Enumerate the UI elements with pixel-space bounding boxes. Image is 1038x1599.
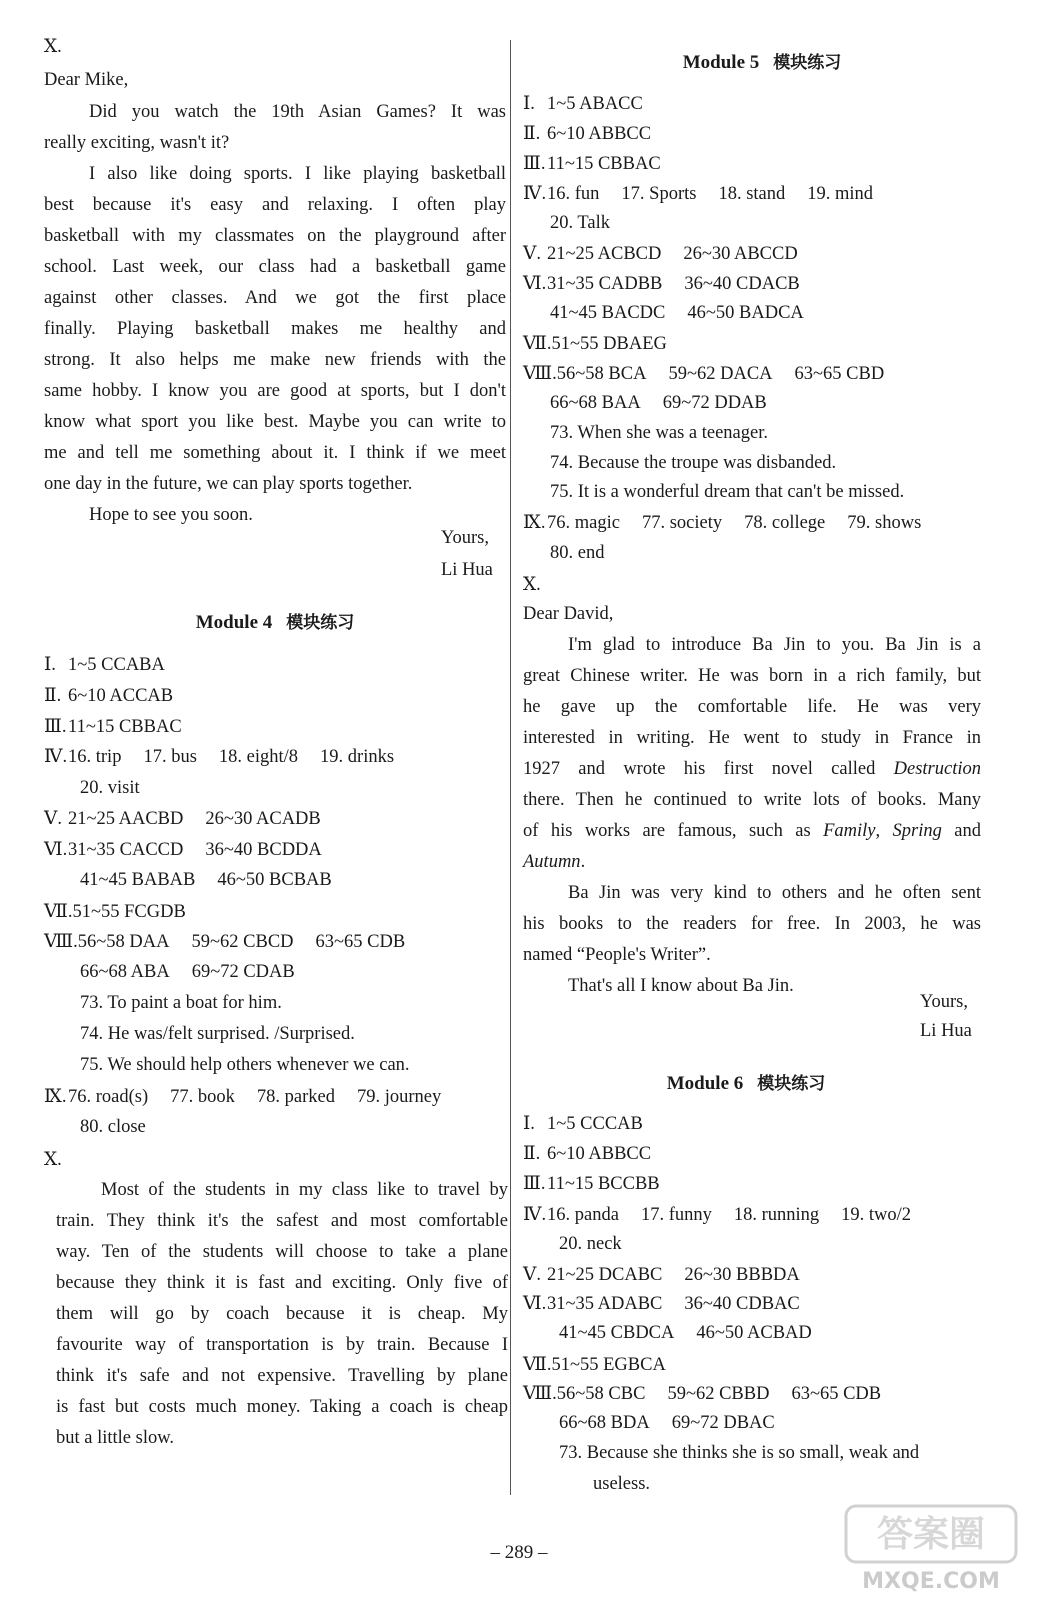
- roman-numeral: Ⅲ.: [523, 1174, 546, 1194]
- answer-item: 20. neck: [559, 1234, 622, 1254]
- module-6-heading: [517, 1069, 975, 1095]
- answer-row: [523, 512, 921, 534]
- letter-body: [523, 630, 981, 1002]
- essay-line: but a little slow.: [56, 1428, 175, 1448]
- roman-numeral: Ⅶ.: [523, 334, 552, 354]
- essay-line: them will go by coach because it is cheap. My: [56, 1304, 508, 1324]
- watermark-logo: [836, 1500, 1026, 1595]
- answer-row: [523, 273, 800, 295]
- module-title: Module 4: [195, 612, 273, 633]
- letter-line: interested in writing. He went to study in France in: [523, 728, 981, 748]
- module-title-cn: 模块练习: [286, 613, 355, 633]
- answer-text: 36~40 BCDDA: [205, 840, 322, 860]
- answer-text: 51~55 FCGDB: [72, 902, 186, 922]
- roman-numeral: Ⅰ.: [523, 1114, 535, 1134]
- answer-item: 20. Talk: [550, 213, 611, 233]
- letter-line: That's all I know about Ba Jin.: [568, 976, 794, 996]
- roman-numeral: Ⅱ.: [523, 124, 541, 144]
- answer-sentence: 74. He was/felt surprised. /Surprised.: [80, 1024, 355, 1044]
- answer-item: 17. bus: [143, 747, 197, 767]
- letter-line: best because it's easy and relaxing. I often play: [44, 195, 506, 215]
- roman-numeral: Ⅳ.: [523, 184, 547, 204]
- answer-text: 69~72 DDAB: [662, 393, 767, 413]
- book-title: Family: [823, 821, 876, 841]
- letter-line: there. Then he continued to write lots of books. Many: [523, 790, 981, 810]
- module-title-cn: 模块练习: [773, 53, 842, 73]
- roman-numeral: Ⅵ.: [44, 840, 68, 860]
- answer-text: 36~40 CDBAC: [684, 1294, 800, 1314]
- answer-text: 1~5 CCABA: [68, 655, 165, 675]
- answer-row: [559, 1323, 812, 1344]
- watermark-logo-text: 答案圈: [876, 1514, 986, 1555]
- book-title: Spring: [892, 821, 942, 841]
- answer-item: 19. mind: [807, 184, 874, 204]
- answer-row: [44, 685, 173, 707]
- letter-line: against other classes. And we got the first place: [44, 288, 506, 308]
- answer-row: [550, 393, 767, 414]
- letter-line: Ba Jin was very kind to others and he often sent: [568, 883, 981, 903]
- answer-text: 41~45 BABAB: [80, 870, 196, 890]
- roman-numeral: Ⅰ.: [44, 655, 56, 675]
- answer-text: 11~15 CBBAC: [547, 154, 661, 174]
- answer-item: 18. eight/8: [218, 747, 299, 767]
- answer-text: 59~62 CBCD: [191, 932, 294, 952]
- letter-text: of his works are famous, such as: [523, 821, 811, 841]
- answer-text: 59~62 CBBD: [667, 1384, 770, 1404]
- letter-line: school. Last week, our class had a basketball game: [44, 257, 506, 277]
- roman-numeral: Ⅲ.: [44, 717, 67, 737]
- answer-row: [523, 1354, 666, 1376]
- answer-sentence: 73. When she was a teenager.: [550, 423, 768, 443]
- letter-line: same hobby. I know you are good at sports, but I don't: [44, 381, 506, 401]
- answer-text: 56~58 DAA: [77, 932, 170, 952]
- answer-text: 63~65 CBD: [794, 364, 885, 384]
- roman-numeral: Ⅵ.: [523, 1294, 547, 1314]
- answer-sentence: 73. To paint a boat for him.: [80, 993, 282, 1013]
- roman-numeral: Ⅴ.: [523, 244, 541, 264]
- answer-item: 78. parked: [256, 1087, 335, 1107]
- answer-item: 18. running: [733, 1205, 820, 1225]
- answer-text: 6~10 ACCAB: [68, 686, 174, 706]
- answer-sentence: 73. Because she thinks she is so small, weak and: [559, 1443, 920, 1463]
- letter-closing: Yours,: [920, 992, 968, 1012]
- letter-body: [44, 97, 506, 531]
- answer-text: 41~45 CBDCA: [559, 1323, 675, 1343]
- answer-text: 66~68 BDA: [559, 1413, 650, 1433]
- letter-line: know what sport you like best. Maybe you can write to: [44, 412, 506, 432]
- answer-text: 6~10 ABBCC: [547, 1144, 652, 1164]
- answer-row: [44, 808, 321, 830]
- answer-text: 41~45 BACDC: [550, 303, 666, 323]
- letter-line: Hope to see you soon.: [89, 505, 253, 525]
- answer-text: 1~5 CCCAB: [547, 1114, 643, 1134]
- answer-text: 31~35 CACCD: [68, 840, 184, 860]
- book-title: Destruction: [893, 759, 981, 779]
- letter-greeting: Dear Mike,: [44, 70, 129, 90]
- letter-line: great Chinese writer. He was born in a rich family, but: [523, 666, 981, 686]
- answer-item: 79. journey: [357, 1087, 442, 1107]
- answer-row: [559, 1413, 775, 1434]
- column-divider: [510, 40, 511, 1495]
- answer-row: [80, 962, 295, 983]
- roman-numeral: Ⅸ.: [523, 513, 546, 533]
- answer-item: 18. stand: [718, 184, 786, 204]
- answer-item: 78. college: [744, 513, 826, 533]
- letter-line: [523, 816, 981, 847]
- essay-line: way. Ten of the students will choose to take a plane: [56, 1242, 508, 1262]
- answer-text: 21~25 ACBCD: [547, 244, 662, 264]
- roman-numeral: Ⅱ.: [523, 1144, 541, 1164]
- answer-item: 80. close: [80, 1117, 146, 1137]
- letter-text: 1927 and wrote his first novel called: [523, 759, 876, 779]
- answer-row: [44, 654, 165, 676]
- essay-line: train. They think it's the safest and most comfortable: [56, 1211, 508, 1231]
- answer-row: [523, 363, 884, 385]
- answer-item: 16. trip: [68, 747, 122, 767]
- answer-item: 19. two/2: [841, 1205, 912, 1225]
- answer-text: 66~68 BAA: [550, 393, 641, 413]
- answer-sentence: 75. We should help others whenever we can.: [80, 1055, 410, 1075]
- answer-text: 66~68 ABA: [80, 962, 170, 982]
- module-4-heading: [44, 608, 506, 634]
- answer-item: 17. Sports: [621, 184, 697, 204]
- module-title: Module 6: [666, 1073, 744, 1094]
- answer-row: [44, 839, 322, 861]
- essay-line: think it's safe and not expensive. Travelling by plane: [56, 1366, 508, 1386]
- answer-text: 63~65 CDB: [315, 932, 406, 952]
- essay-line: because they think it is fast and exciting. Only five of: [56, 1273, 508, 1293]
- letter-line: his books to the readers for free. In 2003, he was: [523, 914, 981, 934]
- roman-numeral: Ⅱ.: [44, 686, 62, 706]
- answer-text: 56~58 BCA: [556, 364, 647, 384]
- answer-row: [523, 1204, 911, 1226]
- answer-text: 63~65 CDB: [791, 1384, 882, 1404]
- answer-text: 51~55 DBAEG: [551, 334, 667, 354]
- letter-greeting: Dear David,: [523, 604, 614, 624]
- letter-line: one day in the future, we can play sports together.: [44, 474, 413, 494]
- book-title: Autumn: [523, 852, 581, 872]
- answer-text: 31~35 CADBB: [547, 274, 663, 294]
- answer-text: 46~50 ACBAD: [696, 1323, 812, 1343]
- letter-line: I'm glad to introduce Ba Jin to you. Ba Jin is a: [568, 635, 981, 655]
- answer-item: 76. magic: [547, 513, 620, 533]
- answer-row: [523, 333, 667, 355]
- roman-numeral: Ⅷ.: [523, 364, 557, 384]
- answer-row: [80, 870, 332, 891]
- answer-item: 76. road(s): [68, 1087, 149, 1107]
- letter-text: ,: [875, 821, 893, 841]
- answer-row: [44, 931, 405, 953]
- answer-row: [44, 1086, 441, 1108]
- roman-numeral: Ⅶ.: [44, 902, 73, 922]
- answer-text: 51~55 EGBCA: [551, 1355, 666, 1375]
- answer-row: [523, 153, 661, 175]
- letter-closing: Yours,: [441, 528, 489, 548]
- answer-row: [550, 303, 804, 324]
- module-title-cn: 模块练习: [757, 1074, 826, 1094]
- answer-item: 19. drinks: [320, 747, 395, 767]
- watermark-url: MXQE.COM: [862, 1569, 1000, 1594]
- letter-line: named “People's Writer”.: [523, 945, 711, 965]
- answer-text: 69~72 DBAC: [671, 1413, 775, 1433]
- answer-sentence: useless.: [593, 1474, 651, 1494]
- roman-numeral: Ⅴ.: [523, 1265, 541, 1285]
- essay-body: [56, 1175, 508, 1454]
- roman-numeral: Ⅴ.: [44, 809, 62, 829]
- section-x-label: Ⅹ.: [44, 37, 62, 57]
- answer-item: 77. society: [641, 513, 723, 533]
- letter-line: he gave up the comfortable life. He was very: [523, 697, 981, 717]
- answer-row: [523, 1113, 643, 1135]
- roman-numeral: Ⅲ.: [523, 154, 546, 174]
- roman-numeral: Ⅶ.: [523, 1355, 552, 1375]
- answer-text: 21~25 AACBD: [68, 809, 184, 829]
- answer-text: 6~10 ABBCC: [547, 124, 652, 144]
- answer-text: 11~15 CBBAC: [68, 717, 182, 737]
- answer-sentence: 75. It is a wonderful dream that can't be missed.: [550, 482, 905, 502]
- roman-numeral: Ⅷ.: [523, 1384, 557, 1404]
- roman-numeral: Ⅷ.: [44, 932, 78, 952]
- roman-numeral: Ⅸ.: [44, 1087, 67, 1107]
- answer-text: 46~50 BADCA: [687, 303, 804, 323]
- module-5-heading: [533, 48, 991, 74]
- answer-item: 17. funny: [640, 1205, 712, 1225]
- answer-row: [523, 1293, 800, 1315]
- answer-text: 46~50 BCBAB: [217, 870, 332, 890]
- letter-line: me and tell me something about it. I think if we meet: [44, 443, 506, 463]
- essay-line: favourite way of transportation is by train. Because I: [56, 1335, 508, 1355]
- module-title: Module 5: [682, 52, 760, 73]
- roman-numeral: Ⅵ.: [523, 274, 547, 294]
- answer-text: 11~15 BCCBB: [547, 1174, 660, 1194]
- answer-row: [523, 1173, 660, 1195]
- answer-sentence: 74. Because the troupe was disbanded.: [550, 453, 837, 473]
- answer-row: [44, 901, 186, 923]
- answer-text: 26~30 ABCCD: [683, 244, 798, 264]
- answer-row: [523, 243, 798, 265]
- letter-line: strong. It also helps me make new friends with the: [44, 350, 506, 370]
- answer-row: [523, 1143, 651, 1165]
- page-number: – 289 –: [490, 1542, 548, 1563]
- answer-item: 16. fun: [547, 184, 600, 204]
- letter-signature: Li Hua: [441, 560, 493, 580]
- letter-line: basketball with my classmates on the playground after: [44, 226, 506, 246]
- answer-text: 36~40 CDACB: [684, 274, 800, 294]
- roman-numeral: Ⅳ.: [523, 1205, 547, 1225]
- roman-numeral: Ⅳ.: [44, 747, 68, 767]
- letter-line: finally. Playing basketball makes me healthy and: [44, 319, 506, 339]
- section-x-label: Ⅹ.: [44, 1150, 62, 1170]
- letter-line: really exciting, wasn't it?: [44, 133, 230, 153]
- answer-row: [523, 183, 873, 205]
- answer-row: [44, 716, 182, 738]
- answer-row: [523, 1383, 881, 1405]
- letter-signature: Li Hua: [920, 1021, 972, 1041]
- answer-item: 16. panda: [547, 1205, 619, 1225]
- answer-item: 77. book: [170, 1087, 235, 1107]
- essay-line: Most of the students in my class like to travel by: [101, 1180, 508, 1200]
- letter-line: I also like doing sports. I like playing basketball: [89, 164, 506, 184]
- answer-item: 20. visit: [80, 778, 140, 798]
- answer-text: 26~30 ACADB: [205, 809, 321, 829]
- answer-item: 79. shows: [847, 513, 922, 533]
- answer-row: [523, 123, 651, 145]
- answer-item: 80. end: [550, 543, 605, 563]
- answer-text: 69~72 CDAB: [191, 962, 295, 982]
- answer-text: 21~25 DCABC: [547, 1265, 663, 1285]
- section-x-label: Ⅹ.: [523, 575, 541, 595]
- letter-line: Did you watch the 19th Asian Games? It was: [89, 102, 506, 122]
- roman-numeral: Ⅰ.: [523, 94, 535, 114]
- answer-row: [523, 93, 643, 115]
- essay-line: is fast but costs much money. Taking a coach is cheap: [56, 1397, 508, 1417]
- answer-row: [44, 746, 394, 768]
- letter-text: .: [580, 852, 586, 872]
- letter-line: [523, 754, 981, 785]
- letter-text: and: [941, 821, 982, 841]
- answer-text: 26~30 BBBDA: [684, 1265, 800, 1285]
- answer-text: 31~35 ADABC: [547, 1294, 663, 1314]
- letter-line: [523, 847, 981, 878]
- answer-text: 56~58 CBC: [556, 1384, 646, 1404]
- answer-text: 1~5 ABACC: [547, 94, 643, 114]
- answer-text: 59~62 DACA: [668, 364, 773, 384]
- answer-row: [523, 1264, 800, 1286]
